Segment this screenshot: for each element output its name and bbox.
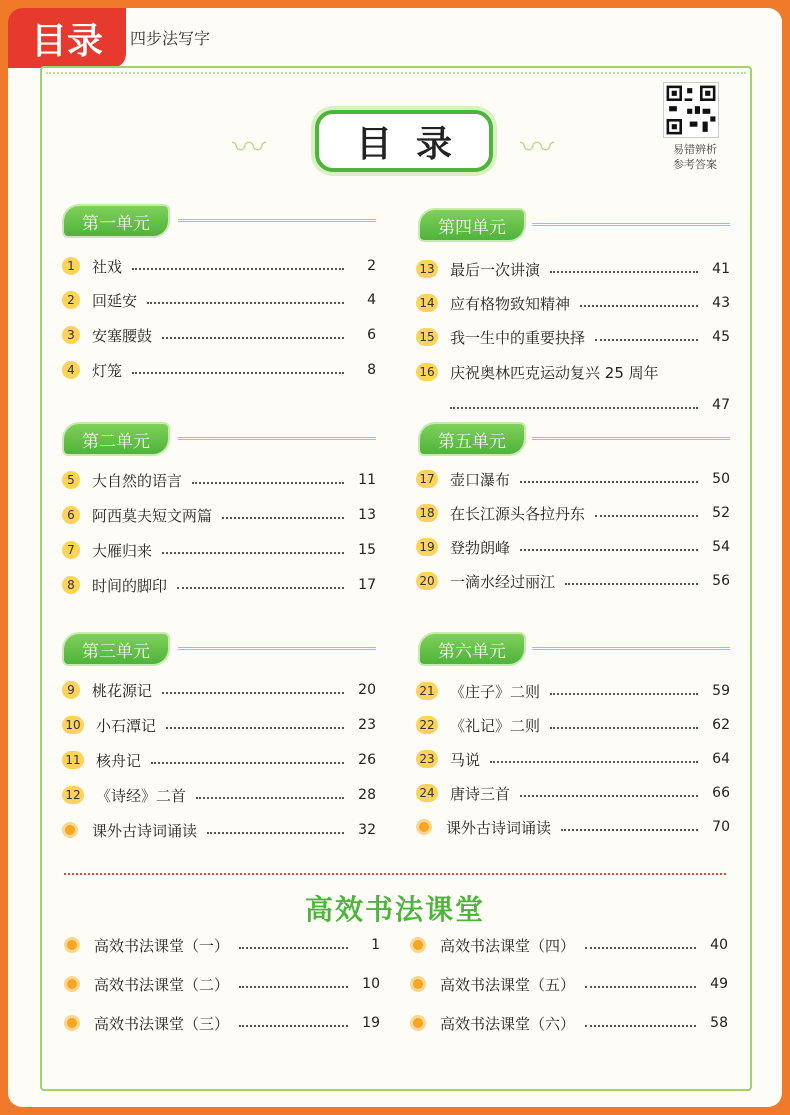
toc-entry[interactable] [416,361,730,383]
unit-header-1: 第一单元 [64,206,168,236]
qr-caption-line: 参考答案 [673,158,717,171]
page-number: 11 [358,472,376,488]
bullet-icon [410,937,426,953]
lesson-title: 壶口瀑布 [450,470,511,489]
page-number: 59 [712,683,730,699]
lesson-number: 14 [416,294,438,312]
toc-entry[interactable] [416,680,730,702]
dot-leader [585,947,696,949]
toc-entry[interactable] [416,326,730,348]
unit-header-line [178,437,376,440]
toc-entry[interactable] [62,749,376,771]
bullet-icon [416,819,432,835]
lesson-number: 9 [62,681,80,699]
dot-leader [450,407,698,409]
lesson-title: 回延安 [92,291,138,310]
lesson-number: 2 [62,291,80,309]
lesson-number: 18 [416,504,438,522]
dot-leader [147,302,344,304]
toc-entry[interactable] [416,782,730,804]
page-number: 6 [367,327,376,343]
lesson-title: 灯笼 [92,361,123,380]
page-number: 10 [362,976,380,992]
lesson-number: 3 [62,326,80,344]
toc-entry[interactable] [62,469,376,491]
dotted-border [46,72,746,74]
toc-entry[interactable] [416,502,730,524]
toc-entry[interactable] [416,570,730,592]
page-number: 62 [712,717,730,733]
dot-leader [239,1025,348,1027]
page-number: 49 [710,976,728,992]
lesson-title: 高效书法课堂（六） [440,1014,576,1033]
page-number: 64 [712,751,730,767]
lesson-number: 8 [62,576,80,594]
toc-entry[interactable] [416,292,730,314]
page-number: 45 [712,329,730,345]
dot-leader [177,587,344,589]
dot-leader [132,268,344,270]
lesson-number: 4 [62,361,80,379]
bullet-icon [62,822,78,838]
dot-leader [196,797,344,799]
toc-entry[interactable] [416,258,730,280]
lesson-number: 10 [62,716,84,734]
page-title-frame [315,110,493,172]
bullet-icon [64,976,80,992]
page-number: 47 [712,397,730,413]
lesson-title: 《诗经》二首 [96,786,187,805]
lesson-number: 12 [62,786,84,804]
dot-leader [561,829,698,831]
qr-code-icon[interactable] [663,82,719,138]
dot-leader [550,693,698,695]
page-number: 17 [358,577,376,593]
bullet-icon [410,1015,426,1031]
page-number: 1 [371,937,380,953]
page-number: 43 [712,295,730,311]
unit-header-line [532,647,730,650]
lesson-title: 社戏 [92,257,123,276]
page-number: 40 [710,937,728,953]
page-number: 13 [358,507,376,523]
lesson-title: 高效书法课堂（二） [94,975,230,994]
lesson-title: 高效书法课堂（一） [94,936,230,955]
unit-header-3: 第三单元 [64,634,168,664]
lesson-number: 11 [62,751,84,769]
lesson-title: 课外古诗词诵读 [446,818,552,837]
lesson-number: 6 [62,506,80,524]
unit-header-line [532,223,730,226]
toc-entry[interactable] [62,324,376,346]
dot-leader [520,795,698,797]
lesson-number: 1 [62,257,80,275]
lesson-number: 13 [416,260,438,278]
cloud-ornament-left-icon: 〰 [232,128,266,168]
page-number: 4 [367,292,376,308]
unit-header-line [532,437,730,440]
calligraphy-section-title: 高效书法课堂 [304,893,485,926]
dot-leader [595,515,698,517]
toc-entry[interactable] [410,973,728,995]
dot-leader [580,305,698,307]
lesson-number: 20 [416,572,438,590]
toc-entry[interactable] [62,359,376,381]
section-divider [64,873,726,875]
lesson-number: 24 [416,784,438,802]
page-number: 23 [358,717,376,733]
toc-entry[interactable] [62,539,376,561]
toc-entry[interactable] [64,1012,380,1034]
toc-badge: 目录 [8,8,126,68]
toc-entry[interactable] [416,536,730,558]
dot-leader [151,762,344,764]
page-number: 32 [358,822,376,838]
dot-leader [239,947,348,949]
toc-entry-continuation[interactable] [416,394,730,416]
lesson-number: 7 [62,541,80,559]
dot-leader [565,583,698,585]
lesson-title: 高效书法课堂（五） [440,975,576,994]
lesson-title: 小石潭记 [96,716,157,735]
lesson-title: 时间的脚印 [92,576,168,595]
lesson-number: 17 [416,470,438,488]
dot-leader [550,271,698,273]
toc-entry[interactable] [62,255,376,277]
page-title: 目录 [315,110,493,172]
lesson-title: 大雁归来 [92,541,153,560]
toc-entry[interactable] [62,784,376,806]
lesson-number: 5 [62,471,80,489]
lesson-number: 23 [416,750,438,768]
dot-leader [162,692,344,694]
toc-entry[interactable] [416,748,730,770]
bullet-icon [64,937,80,953]
dot-leader [166,727,344,729]
page-number: 54 [712,539,730,555]
lesson-title: 应有格物致知精神 [450,294,571,313]
page-number: 26 [358,752,376,768]
page-number: 66 [712,785,730,801]
dot-leader [239,986,348,988]
lesson-title: 高效书法课堂（三） [94,1014,230,1033]
page-number: 8 [367,362,376,378]
toc-entry[interactable] [416,468,730,490]
lesson-title: 马说 [450,750,481,769]
toc-entry[interactable] [410,934,728,956]
page-number: 19 [362,1015,380,1031]
lesson-title: 《庄子》二则 [450,682,541,701]
page-number: 58 [710,1015,728,1031]
cloud-ornament-right-icon: 〰 [520,128,554,168]
page-number: 52 [712,505,730,521]
qr-caption-line: 易错辨析 [673,143,717,156]
dot-leader [162,552,344,554]
dot-leader [490,761,698,763]
series-name: 四步法写字 [130,29,211,48]
qr-caption [665,142,725,172]
page-number: 70 [712,819,730,835]
lesson-title: 高效书法课堂（四） [440,936,576,955]
dot-leader [550,727,698,729]
lesson-number: 19 [416,538,438,556]
unit-header-line [178,647,376,650]
toc-entry[interactable] [416,816,730,838]
dot-leader [595,339,698,341]
dot-leader [207,832,344,834]
unit-header-6: 第六单元 [420,634,524,664]
lesson-number: 22 [416,716,438,734]
lesson-title: 一滴水经过丽江 [450,572,556,591]
bullet-icon [410,976,426,992]
lesson-title: 我一生中的重要抉择 [450,328,586,347]
toc-entry[interactable] [64,973,380,995]
toc-entry[interactable] [64,934,380,956]
dot-leader [585,1025,696,1027]
page-number: 50 [712,471,730,487]
dot-leader [520,549,698,551]
lesson-title: 桃花源记 [92,681,153,700]
page-number: 28 [358,787,376,803]
page-number: 56 [712,573,730,589]
unit-header-5: 第五单元 [420,424,524,454]
lesson-title: 唐诗三首 [450,784,511,803]
lesson-title: 最后一次讲演 [450,260,541,279]
bullet-icon [64,1015,80,1031]
dot-leader [162,337,344,339]
toc-entry[interactable] [62,574,376,596]
toc-entry[interactable] [62,679,376,701]
lesson-title: 庆祝奥林匹克运动复兴 25 周年 [450,363,659,382]
unit-header-line [178,219,376,222]
page-number: 20 [358,682,376,698]
lesson-number: 16 [416,363,438,381]
page-number: 41 [712,261,730,277]
dot-leader [192,482,344,484]
lesson-number: 15 [416,328,438,346]
lesson-title: 登勃朗峰 [450,538,511,557]
dot-leader [585,986,696,988]
lesson-title: 安塞腰鼓 [92,326,153,345]
page-number: 15 [358,542,376,558]
toc-entry[interactable] [62,714,376,736]
lesson-title: 课外古诗词诵读 [92,821,198,840]
lesson-title: 《礼记》二则 [450,716,541,735]
toc-entry[interactable] [62,819,376,841]
dot-leader [222,517,344,519]
toc-entry[interactable] [416,714,730,736]
dot-leader [132,372,344,374]
dot-leader [520,481,698,483]
page-number: 2 [367,258,376,274]
lesson-number: 21 [416,682,438,700]
unit-header-2: 第二单元 [64,424,168,454]
toc-entry[interactable] [62,289,376,311]
unit-header-4: 第四单元 [420,210,524,240]
toc-entry[interactable] [410,1012,728,1034]
toc-entry[interactable] [62,504,376,526]
lesson-title: 阿西莫夫短文两篇 [92,506,213,525]
lesson-title: 在长江源头各拉丹东 [450,504,586,523]
lesson-title: 大自然的语言 [92,471,183,490]
lesson-title: 核舟记 [96,751,142,770]
